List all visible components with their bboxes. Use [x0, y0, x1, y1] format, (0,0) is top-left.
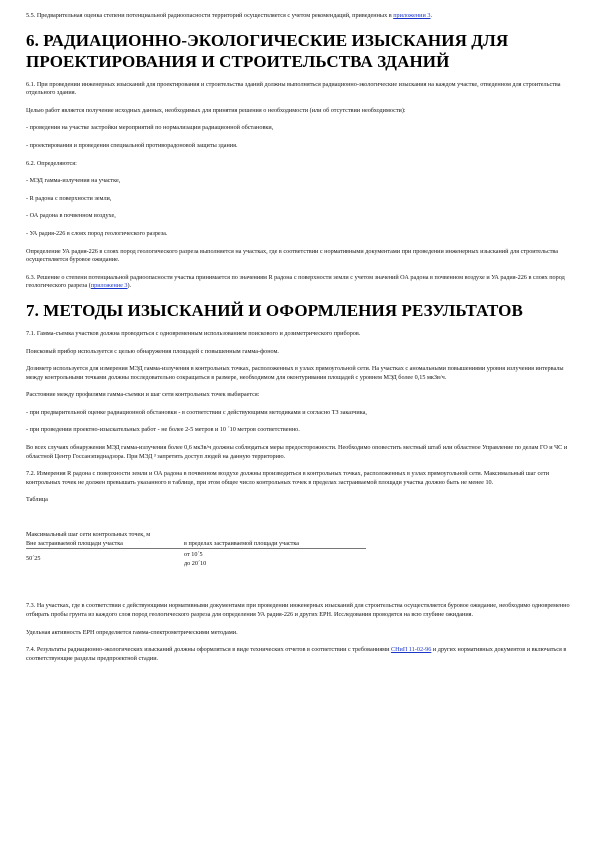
paragraph-7-2: 7.2. Измерения R радона с поверхности земли и ОА радона в почвенном воздухе должны производиться в контрольных точках, расположенных в узлах прямоугольной сети. Максимальный шаг сети контрольных точек не должен превышать указанного в таблице, при этом общее число контрольных точек в пределах застраиваемой площади участка должно быть не менее 10.	[26, 470, 550, 486]
paragraph-6-1: 6.1. При проведении инженерных изысканий для проектирования и строительства зданий должны выполняться радиационно-экологические изыскания на каждом участке, отведенном для строительства отдельного здания.	[26, 80, 561, 97]
list-item: - R радона с поверхности земли,	[26, 194, 112, 202]
list-item: - ОА радона в почвенном воздухе,	[26, 212, 116, 220]
paragraph-text: 5.5. Предварительная оценка степени потенциальной радиоопасности территорий осуществляется с учетом рекомендаций, приведенных в	[26, 12, 392, 19]
paragraph-7-3: 7.3. На участках, где в соответствии с действующими нормативными документами при проведении инженерных изысканий для строительства осуществляется буровое ожидание, необходимо одновременно отбирать пробы грунта из каждого слоя пород геологического разреза для определения УА радия-226 и других ЕРН. Исследования проводятся на всю глубине ожидания.	[26, 602, 570, 618]
table-cell	[184, 551, 206, 568]
table-title: Максимальный шаг сети контрольных точек, м	[26, 531, 151, 539]
paragraph-6-2: 6.2. Определяются:	[26, 159, 77, 167]
snip-link[interactable]: СНиП 11-02-96	[390, 646, 432, 654]
table-label: Таблица	[26, 496, 48, 504]
list-item: - МЭД гамма-излучения на участке,	[26, 177, 121, 185]
paragraph-5-5	[26, 12, 571, 21]
list-item: - при проведении проектно-изыскательных работ - не более 2-5 метров и 10 ´10 метров соответственно.	[26, 426, 300, 434]
paragraph-ua: Определение УА радия-226 в слоях пород геологического разреза выполняется на участках, где в соответствии с нормативными документами при проведении инженерных изысканий для строительства осуществляется буровое ожидание.	[26, 247, 559, 264]
section-7-heading: 7. МЕТОДЫ ИЗЫСКАНИЙ И ОФОРМЛЕНИЯ РЕЗУЛЬТАТОВ	[26, 300, 523, 320]
list-item: - при предварительной оценке радиационной обстановки - в соответствии с действующими методиками и согласно ТЗ заказчика,	[26, 408, 367, 416]
appendix-3-link[interactable]: приложение 3	[90, 282, 128, 290]
paragraph-detect: Во всех случаях обнаружения МЭД гамма-излучения более 0,6 мкЗв/ч должны соблюдаться меры предосторожности. Необходимо оповестить местный штаб или областное Управление по делам ГО и ЧС и областной Центр Госсанэпиднадзора. При МЭД ³ запретить доступ людей на данную территорию.	[26, 444, 568, 460]
paragraph-erns: Удельная активность ЕРН определяется гамма-спектрометрическими методами.	[26, 628, 238, 636]
table-header	[26, 540, 366, 550]
table-cell-line: до 20´10	[184, 559, 207, 567]
section-6-heading: 6. РАДИАЦИОННО-ЭКОЛОГИЧЕСКИЕ ИЗЫСКАНИЯ ДЛЯ ПРОЕКТИРОВАНИЯ И СТРОИТЕЛЬСТВА ЗДАНИЙ	[26, 30, 509, 71]
table-row	[26, 551, 366, 568]
list-item: - проведения на участке застройки мероприятий по нормализации радиационной обстановки,	[26, 124, 274, 132]
table-cell-line: от 10´5	[184, 551, 203, 559]
table-header-col2: в пределах застраиваемой площади участка	[184, 539, 300, 547]
paragraph-text: 7.4. Результаты радиационно-экологических изысканий должны оформляться в виде технических отчетов в соответствии с требованиями	[26, 646, 390, 654]
paragraph-text: .	[430, 12, 432, 19]
paragraph-7-1: 7.1. Гамма-съемка участков должна проводиться с одновременным использованием поискового и дозиметрического приборов.	[26, 329, 361, 337]
paragraph-6-3	[26, 274, 571, 291]
paragraph-7-4	[26, 646, 571, 663]
list-item: - УА радия-226 в слоях пород геологического разреза.	[26, 229, 168, 237]
paragraph-dosimeter: Дозиметр используется для измерения МЭД гамма-излучения в контрольных точках, расположенных в узлах прямоугольной сети. На участках с аномальными повышениями уровня излучения интервалы между контрольными точками должны последовательно сокращаться в размере, необходимом для оконтуривания площадей с уровнем МЭД более 0,15 мкЗв/ч.	[26, 365, 564, 381]
appendix-3-link[interactable]: приложении 3	[393, 12, 431, 19]
grid-step-table	[26, 531, 571, 568]
table-cell: 50´25	[26, 555, 41, 563]
paragraph-search: Поисковый прибор используется с целью обнаружения площадей с повышенным гамма-фоном.	[26, 347, 279, 355]
list-item: - проектирования и проведения специальной противорадоновой защиты здания.	[26, 141, 238, 149]
paragraph-text: ).	[127, 282, 132, 290]
paragraph-text: 6.3. Решение о степени потенциальной радиоопасности участка принимается по значениям R радона с поверхности земли с учетом значений ОА радона в почвенном воздухе и УА радия-226 в слоях пород геологического разреза (	[26, 273, 565, 290]
paragraph-text: и других нормативных документов и включаться в соответствующие разделы предпроектной стадии.	[26, 646, 567, 662]
paragraph-goal: Целью работ является получение исходных данных, необходимых для принятия решения о необходимости (или об отсутствии необходимости):	[26, 106, 406, 114]
table-header-col1: Вне застраиваемой площади участка	[26, 539, 123, 547]
paragraph-distance: Расстояние между профилями гамма-съемки и шаг сети контрольных точек выбирается:	[26, 391, 260, 399]
